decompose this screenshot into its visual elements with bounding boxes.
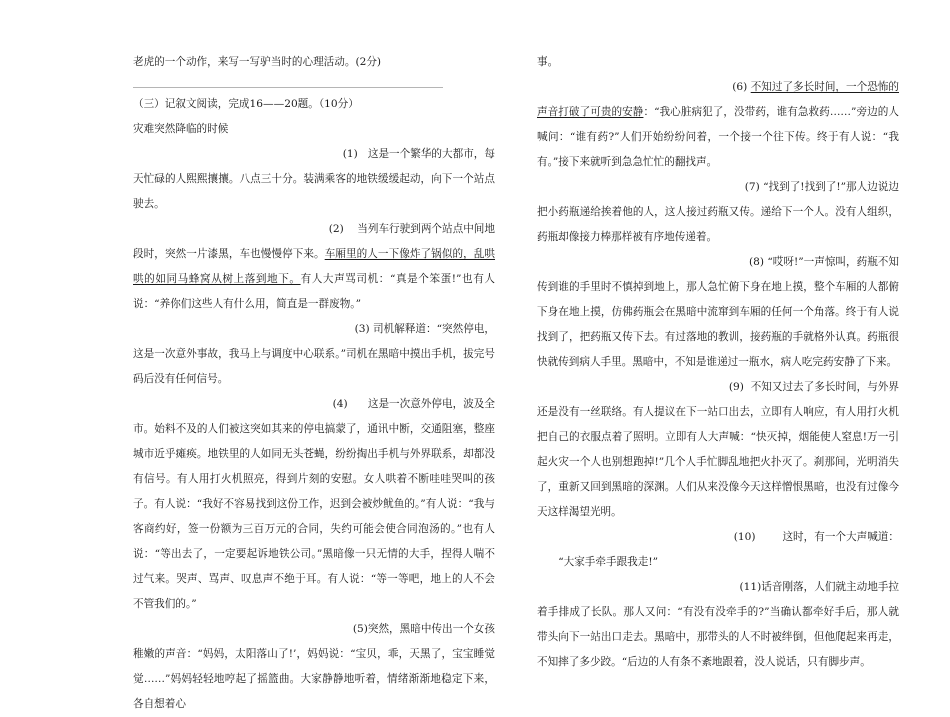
paragraph-7-lead xyxy=(537,175,899,200)
paragraph-text: 司机解释道：“突然停电， xyxy=(373,323,495,335)
paragraph-9-body: 还是没有一丝联络。有人提议在下一站口出去，立即有人响应，有人用打火机把自己的衣服点着了照明。立即有人大声喊：“快灭掉，烟能使人窒息!万一引起火灾一个人也别想跑掉!”几个人手忙脚乱地把火扑灭了。刹那间，光明消失了，重新又回到黑暗的深渊。人们从来没像今天这样憎恨黑暗，也没有过像今天这样渴望光明。 xyxy=(537,406,899,518)
paragraph-number: (2) xyxy=(328,223,344,235)
paragraph-7-body: 把小药瓶递给挨着他的人，这人接过药瓶又传。递给下一个人。没有人组织，药瓶却像接力棒那样被有序地传递着。 xyxy=(537,206,899,243)
paragraph-5-body: 稚嫩的声音：“妈妈，太阳落山了!’，妈妈说：“宝贝，乖，天黑了，宝宝睡觉觉……”妈妈轻轻地哼起了摇篮曲。大家静静地听着，情绪渐渐地稳定下来，各自想着心 xyxy=(133,648,495,710)
paragraph-1-lead xyxy=(133,142,495,167)
paragraph-4-lead xyxy=(133,392,495,417)
paragraph-10-body: “大家手牵手跟我走!” xyxy=(558,556,659,568)
paragraph-text: 这时，有一个大声喊道： xyxy=(782,531,899,543)
paragraph-text: 有人大声骂司机：“真是个笨蛋!”也有人说：“养你们这些人有什么用，简直是一群废物。” xyxy=(133,273,495,310)
paragraph-number: (11) xyxy=(739,581,762,593)
paragraph-3-body: 这是一次意外事故，我马上与调度中心联系。”司机在黑暗中摸出手机，拔完号码后没有任何信号。 xyxy=(133,348,495,385)
paragraph-9-lead xyxy=(537,375,899,400)
paragraph-10-lead xyxy=(537,525,899,550)
paragraph-11-body: 着手排成了长队。那人又问：“有没有没牵手的?”当确认都牵好手后，那人就带头向下一站出口走去。黑暗中，那带头的人不时被绊倒，但他爬起来再走，不知摔了多少跤。“后边的人有条不紊地跟着，没人说话，只有脚步声。 xyxy=(537,606,899,668)
paragraph-text: ：“我心脏病犯了，没带药，谁有急救药……”旁边的人喊问：“谁有药?”人们开始纷纷问着，一个接一个往下传。终于有人说：“我有。”接下来就听到急急忙忙的翻找声。 xyxy=(537,106,899,168)
paragraph-number: (5) xyxy=(352,623,368,635)
paragraph-number: (7) xyxy=(744,181,760,193)
paragraph-5-end: 事。 xyxy=(537,56,559,68)
paragraph-text: 不知又过去了多长时间，与外界 xyxy=(750,381,899,393)
paragraph-text: “找到了!找到了!”那人边说边 xyxy=(763,181,899,193)
paragraph-text: “哎呀!”一声惊叫，药瓶不知 xyxy=(767,256,899,268)
paragraph-number: (8) xyxy=(748,256,764,268)
paragraph-11-lead xyxy=(537,575,899,600)
underlined-sentence: 不知过了多长时间，一个恐怖的 xyxy=(750,81,899,93)
right-column xyxy=(537,50,899,675)
paragraph-number: (3) xyxy=(354,323,370,335)
paragraph-number: (4) xyxy=(332,398,348,410)
paragraph-text: 当列车行驶到两个站点中间地 xyxy=(357,223,495,235)
paragraph-number: (1) xyxy=(342,148,358,160)
paragraph-number: (6) xyxy=(732,81,748,93)
paragraph-text: 话音刚落，人们就主动地手拉 xyxy=(761,581,899,593)
paragraph-6-lead xyxy=(537,75,899,100)
paragraph-2-body xyxy=(133,242,495,317)
story-title: 灾难突然降临的时候 xyxy=(133,123,229,135)
paragraph-1-body: 天忙碌的人熙熙攘攘。八点三十分。装满乘客的地铁缓缓起动，向下一个站点驶去。 xyxy=(133,173,495,210)
left-column xyxy=(133,50,495,717)
paragraph-8-body: 传到谁的手里时不慎掉到地上，那人急忙俯下身在地上摸，整个车厢的人都俯下身在地上摸，仿佛药瓶会在黑暗中流窜到车厢的任何一个角落。终于有人说找到了，把药瓶又传下去。有过落地的教训，接药瓶的手就格外认真。药瓶很快就传到病人手里。黑暗中，不知是谁递过一瓶水，病人吃完药安静了下来。 xyxy=(537,281,899,368)
previous-question-tail: 老虎的一个动作，来写一写驴当时的心理活动。(2分) xyxy=(133,56,382,68)
underlined-sentence: 声音打破了可贵的安静 xyxy=(537,106,644,118)
paragraph-text: 这是一次意外停电，波及全 xyxy=(367,398,495,410)
paragraph-4-body: 市。始料不及的人们被这突如其来的停电搞蒙了，通讯中断，交通阻塞，整座城市近乎瘫痪。地铁里的人如同无头苍蝇，纷纷掏出手机与外界联系，却都没有信号。有人用打火机照亮，得到片刻的安慰。女人哄着不断哇哇哭叫的孩子。有人说：“我好不容易找到这份工作，迟到会被炒鱿鱼的。”有人说：“我与客商约好，签一份额为三百万元的合同，失约可能会使合同泡汤的。”也有人说：“等出去了，一定要起诉地铁公司。”黑暗像一只无情的大手，捏得人喘不过气来。哭声、骂声、叹息声不绝于耳。有人说：“等一等吧，地上的人不会不管我们的。” xyxy=(133,423,495,610)
paragraph-6-body xyxy=(537,100,899,175)
underlined-sentence: 车厢里的人一下像炸了锅似的，乱哄哄的如同马蜂窝从树上落到地下。 xyxy=(133,248,496,285)
paragraph-3-lead xyxy=(133,317,495,342)
paragraph-text: 这是一个繁华的大都市，每 xyxy=(367,148,495,160)
paragraph-text: 突然，黑暗中传出一个女孩 xyxy=(367,623,495,635)
section-heading: （三）记叙文阅读，完成16——20题。（10分） xyxy=(133,98,359,110)
paragraph-8-lead xyxy=(537,250,899,275)
paragraph-5-lead xyxy=(133,617,495,642)
paragraph-text: 段时，突然一片漆黑，车也慢慢停下来。 xyxy=(133,248,325,260)
paragraph-number: (10) xyxy=(733,531,756,543)
paragraph-number: (9) xyxy=(728,381,744,393)
section-divider xyxy=(133,87,443,88)
paragraph-2-lead xyxy=(133,217,495,242)
